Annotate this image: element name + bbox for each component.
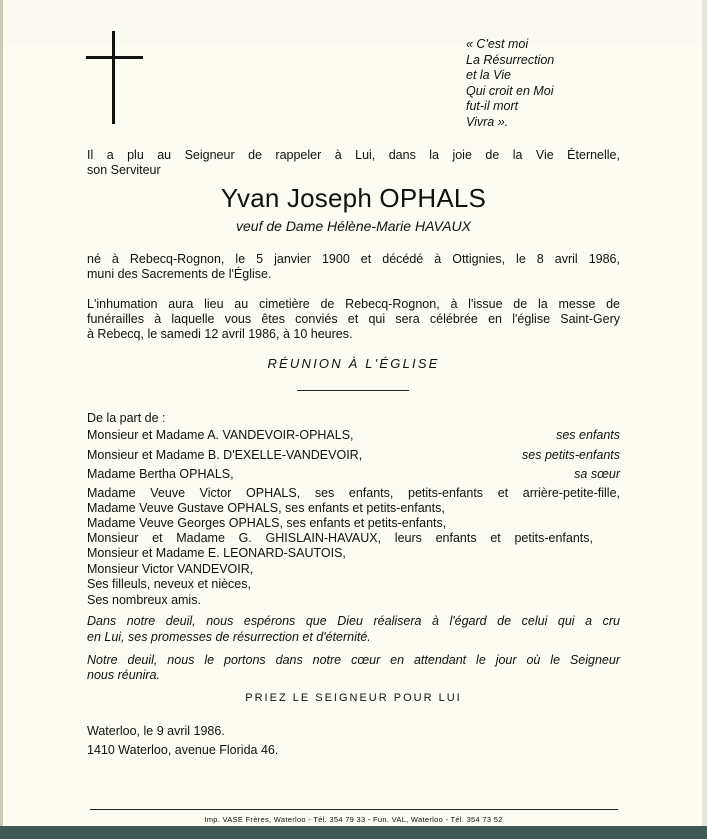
- family-relation: sa sœur: [574, 467, 620, 481]
- mourning-line: en Lui, ses promesses de résurrection et d'éternité.: [87, 630, 371, 644]
- family-name: Ses filleuls, neveux et nièces,: [87, 577, 251, 591]
- family-intro: De la part de :: [87, 411, 166, 425]
- family-name: Monsieur et Madame B. D'EXELLE-VANDEVOIR,: [87, 448, 363, 462]
- quote-line: Qui croit en Moi: [466, 83, 554, 98]
- family-name: Monsieur et Madame E. LEONARD-SAUTOIS,: [87, 546, 346, 560]
- quote-line: fut-il mort: [466, 99, 519, 113]
- birth-death-line: né à Rebecq-Rognon, le 5 janvier 1900 et décédé à Ottignies, le 8 avril 1986,: [87, 252, 620, 266]
- family-name: Monsieur Victor VANDEVOIR,: [87, 562, 254, 576]
- widow-line: veuf de Dame Hélène-Marie HAVAUX: [236, 218, 471, 234]
- printer-footer: Imp. VASE Frères, Waterloo - Tél. 354 79 33 - Fun. VAL, Waterloo - Tél. 354 73 52: [204, 815, 503, 824]
- scan-bottom-edge: [0, 826, 707, 839]
- address-line: 1410 Waterloo, avenue Florida 46.: [87, 743, 279, 757]
- quote-line: Vivra ».: [466, 114, 509, 129]
- family-name: Ses nombreux amis.: [87, 593, 201, 607]
- family-name: Madame Bertha OPHALS,: [87, 467, 234, 481]
- footer-divider: [90, 809, 618, 810]
- reunion-heading: RÉUNION À L'ÉGLISE: [267, 356, 440, 371]
- family-relation: ses petits-enfants: [522, 448, 620, 462]
- intro-line: Il a plu au Seigneur de rappeler à Lui, dans la joie de la Vie Éternelle,: [87, 148, 620, 162]
- mourning-line: nous réunira.: [87, 668, 160, 682]
- family-name: Madame Veuve Gustave OPHALS, ses enfants et petits-enfants,: [87, 501, 445, 515]
- quote-line: La Résurrection: [466, 52, 555, 67]
- burial-line: funérailles à laquelle vous êtes conviés et qui sera célébrée en l'église Saint-Gery: [87, 312, 620, 326]
- scan-left-edge: [0, 0, 3, 839]
- mourning-line: Notre deuil, nous le portons dans notre cœur en attendant le jour où le Seigneur: [87, 653, 620, 667]
- burial-line: L'inhumation aura lieu au cimetière de Rebecq-Rognon, à l'issue de la messe de: [87, 297, 620, 311]
- quote-line: « C'est moi: [466, 37, 529, 51]
- mourning-line: Dans notre deuil, nous espérons que Dieu réalisera à l'égard de celui qui a cru: [87, 614, 620, 628]
- family-name: Madame Veuve Victor OPHALS, ses enfants, petits-enfants et arrière-petite-fille,: [87, 486, 620, 500]
- scan-top-margin: [0, 0, 707, 44]
- prayer-line: PRIEZ LE SEIGNEUR POUR LUI: [245, 692, 462, 704]
- quote-line: et la Vie: [466, 68, 511, 82]
- sacraments-line: muni des Sacrements de l'Église.: [87, 267, 272, 281]
- deceased-name: Yvan Joseph OPHALS: [220, 183, 487, 213]
- scripture-quote: [466, 37, 554, 130]
- family-name: Monsieur et Madame A. VANDEVOIR-OPHALS,: [87, 428, 354, 442]
- family-name: Monsieur et Madame G. GHISLAIN-HAVAUX, leurs enfants et petits-enfants,: [87, 531, 593, 545]
- intro-line: son Serviteur: [87, 163, 161, 177]
- family-name: Madame Veuve Georges OPHALS, ses enfants et petits-enfants,: [87, 516, 447, 530]
- family-relation: ses enfants: [556, 428, 620, 442]
- scan-right-edge: [702, 0, 707, 839]
- divider: [297, 390, 409, 391]
- burial-line: à Rebecq, le samedi 12 avril 1986, à 10 heures.: [87, 327, 353, 341]
- address-line: Waterloo, le 9 avril 1986.: [87, 724, 225, 738]
